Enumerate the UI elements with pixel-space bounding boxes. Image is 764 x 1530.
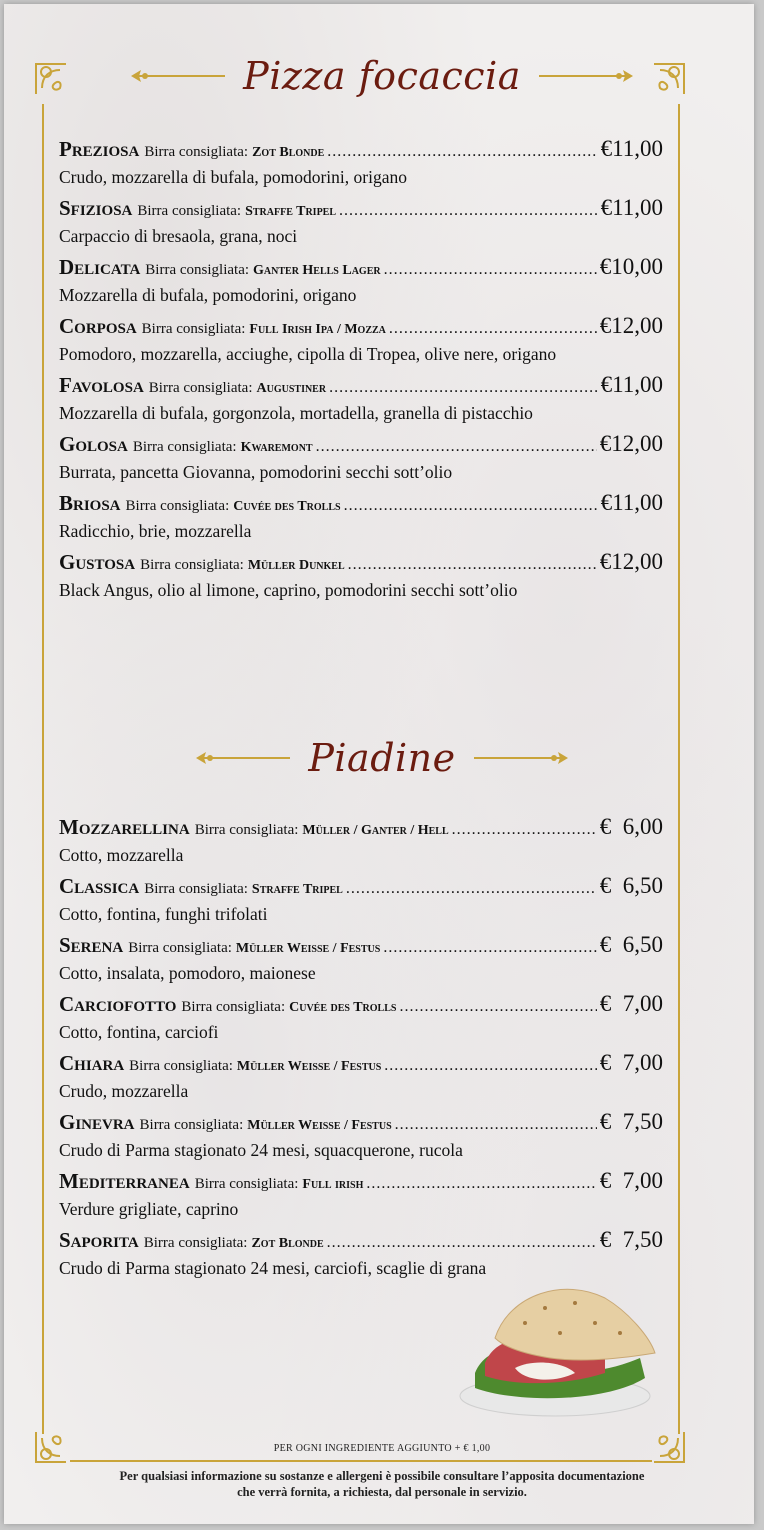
item-price: € 7,00: [599, 1168, 663, 1193]
beer-name: Straffe Tripel: [245, 204, 337, 219]
piadine-section-title: Piadine: [308, 736, 456, 780]
item-description: Crudo di Parma stagionato 24 mesi, squacquerone, rucola: [59, 1140, 463, 1160]
allergen-notice-line1: Per qualsiasi informazione su sostanze e allergeni è possibile consultare l’apposita documentazione: [119, 1469, 645, 1483]
beer-label: Birra consigliata:: [148, 380, 253, 396]
item-price: € 6,50: [599, 873, 663, 898]
item-name: Mediterranea: [59, 1169, 190, 1193]
item-description: Pomodoro, mozzarella, acciughe, cipolla di Tropea, olive nere, origano: [59, 344, 557, 364]
menu-item: [59, 431, 663, 490]
menu-item: [59, 814, 663, 873]
item-description: Crudo, mozzarella: [59, 1081, 189, 1101]
menu-item: [59, 195, 663, 254]
dot-leader: [327, 143, 597, 161]
dot-leader: [327, 1234, 597, 1252]
item-name: Preziosa: [59, 137, 140, 161]
beer-name: Cuvée des Trolls: [289, 1000, 397, 1015]
item-price: € 7,00: [599, 1050, 663, 1075]
menu-item: [59, 136, 663, 195]
item-name: Favolosa: [59, 373, 144, 397]
dot-leader: [316, 438, 597, 456]
beer-name: Müller Dunkel: [247, 558, 345, 573]
item-price: €11,00: [600, 136, 663, 161]
dot-leader: [399, 998, 596, 1016]
item-price: €11,00: [600, 372, 663, 397]
item-price: € 7,50: [599, 1227, 663, 1252]
item-description: Crudo, mozzarella di bufala, pomodorini, origano: [59, 167, 407, 187]
menu-item: [59, 932, 663, 991]
flourish-right-icon: [535, 68, 635, 84]
dot-leader: [339, 202, 598, 220]
beer-label: Birra consigliata:: [194, 822, 299, 838]
beer-label: Birra consigliata:: [132, 439, 237, 455]
item-description: Crudo di Parma stagionato 24 mesi, carciofi, scaglie di grana: [59, 1258, 487, 1278]
dot-leader: [346, 880, 597, 898]
dot-leader: [384, 1057, 596, 1075]
piadine-item-list: [59, 814, 663, 1286]
dot-leader: [383, 939, 596, 957]
menu-item: [59, 313, 663, 372]
item-description: Radicchio, brie, mozzarella: [59, 521, 252, 541]
item-price: €10,00: [599, 254, 663, 279]
item-price: € 6,00: [599, 814, 663, 839]
beer-label: Birra consigliata:: [140, 557, 244, 573]
beer-label: Birra consigliata:: [139, 1117, 244, 1133]
item-price: € 7,00: [599, 991, 663, 1016]
beer-name: Zot Blonde: [251, 1236, 324, 1251]
dot-leader: [384, 261, 597, 279]
item-description: Carpaccio di bresaola, grana, noci: [59, 226, 298, 246]
beer-name: Full irish: [302, 1177, 364, 1192]
menu-item: [59, 549, 663, 608]
item-price: €11,00: [600, 195, 663, 220]
piadine-title-row: [0, 736, 764, 780]
item-name: Sfiziosa: [59, 196, 133, 220]
menu-item: [59, 254, 663, 313]
item-name: Carciofotto: [59, 992, 177, 1016]
piadina-photo: [455, 1278, 660, 1418]
beer-name: Kwaremont: [240, 440, 313, 455]
item-price: €11,00: [600, 490, 663, 515]
beer-label: Birra consigliata:: [144, 881, 248, 897]
beer-name: Full Irish Ipa / Mozza: [249, 322, 386, 337]
pizza-title-row: [0, 54, 764, 98]
menu-item: [59, 490, 663, 549]
extra-ingredient-note: PER OGNI INGREDIENTE AGGIUNTO + € 1,00: [273, 1443, 491, 1454]
frame-bottom: [70, 1460, 652, 1462]
beer-label: Birra consigliata:: [137, 203, 242, 219]
item-name: Mozzarellina: [59, 815, 190, 839]
beer-name: Müller / Ganter / Hell: [302, 823, 449, 838]
item-description: Cotto, insalata, pomodoro, maionese: [59, 963, 316, 983]
item-name: Golosa: [59, 432, 128, 456]
dot-leader: [395, 1116, 597, 1134]
item-price: €12,00: [599, 431, 663, 456]
flourish-left-icon: [194, 750, 294, 766]
item-description: Cotto, fontina, carciofi: [59, 1022, 219, 1042]
beer-name: Ganter Hells Lager: [253, 263, 381, 278]
beer-label: Birra consigliata:: [141, 321, 246, 337]
beer-label: Birra consigliata:: [125, 498, 230, 514]
beer-label: Birra consigliata:: [128, 940, 232, 956]
beer-label: Birra consigliata:: [143, 1235, 248, 1251]
flourish-left-icon: [129, 68, 229, 84]
dot-leader: [344, 497, 598, 515]
pizza-item-list: [59, 136, 663, 608]
item-description: Cotto, mozzarella: [59, 845, 184, 865]
menu-item: [59, 1109, 663, 1168]
pizza-section-title: Pizza focaccia: [243, 54, 521, 98]
item-description: Mozzarella di bufala, gorgonzola, mortadella, granella di pistacchio: [59, 403, 533, 423]
item-description: Burrata, pancetta Giovanna, pomodorini secchi sott’olio: [59, 462, 453, 482]
allergen-notice: [40, 1468, 724, 1500]
beer-label: Birra consigliata:: [181, 999, 286, 1015]
item-name: Serena: [59, 933, 124, 957]
dot-leader: [329, 379, 598, 397]
item-name: Ginevra: [59, 1110, 135, 1134]
menu-item: [59, 1168, 663, 1227]
dot-leader: [366, 1175, 596, 1193]
beer-name: Augustiner: [256, 381, 327, 396]
dot-leader: [452, 821, 597, 839]
menu-item: [59, 1050, 663, 1109]
beer-label: Birra consigliata:: [129, 1058, 233, 1074]
item-price: €12,00: [599, 549, 663, 574]
beer-label: Birra consigliata:: [144, 144, 249, 160]
beer-name: Müller Weisse / Festus: [247, 1118, 392, 1133]
item-price: €12,00: [599, 313, 663, 338]
beer-label: Birra consigliata:: [194, 1176, 299, 1192]
item-price: € 6,50: [599, 932, 663, 957]
item-price: € 7,50: [599, 1109, 663, 1134]
menu-item: [59, 873, 663, 932]
beer-name: Müller Weisse / Festus: [235, 941, 381, 956]
beer-name: Cuvée des Trolls: [233, 499, 341, 514]
item-description: Verdure grigliate, caprino: [59, 1199, 239, 1219]
allergen-notice-line2: che verrà fornita, a richiesta, dal personale in servizio.: [237, 1485, 527, 1499]
menu-item: [59, 372, 663, 431]
item-name: Briosa: [59, 491, 121, 515]
beer-name: Zot Blonde: [252, 145, 325, 160]
item-name: Gustosa: [59, 550, 136, 574]
beer-name: Straffe Tripel: [251, 882, 343, 897]
item-name: Chiara: [59, 1051, 125, 1075]
dot-leader: [348, 556, 597, 574]
item-description: Black Angus, olio al limone, caprino, pomodorini secchi sott’olio: [59, 580, 518, 600]
item-name: Classica: [59, 874, 140, 898]
item-name: Delicata: [59, 255, 141, 279]
dot-leader: [389, 320, 597, 338]
menu-item: [59, 991, 663, 1050]
flourish-right-icon: [470, 750, 570, 766]
item-name: Saporita: [59, 1228, 139, 1252]
beer-label: Birra consigliata:: [145, 262, 250, 278]
beer-name: Müller Weisse / Festus: [236, 1059, 382, 1074]
item-description: Cotto, fontina, funghi trifolati: [59, 904, 268, 924]
item-description: Mozzarella di bufala, pomodorini, origano: [59, 285, 357, 305]
item-name: Corposa: [59, 314, 137, 338]
